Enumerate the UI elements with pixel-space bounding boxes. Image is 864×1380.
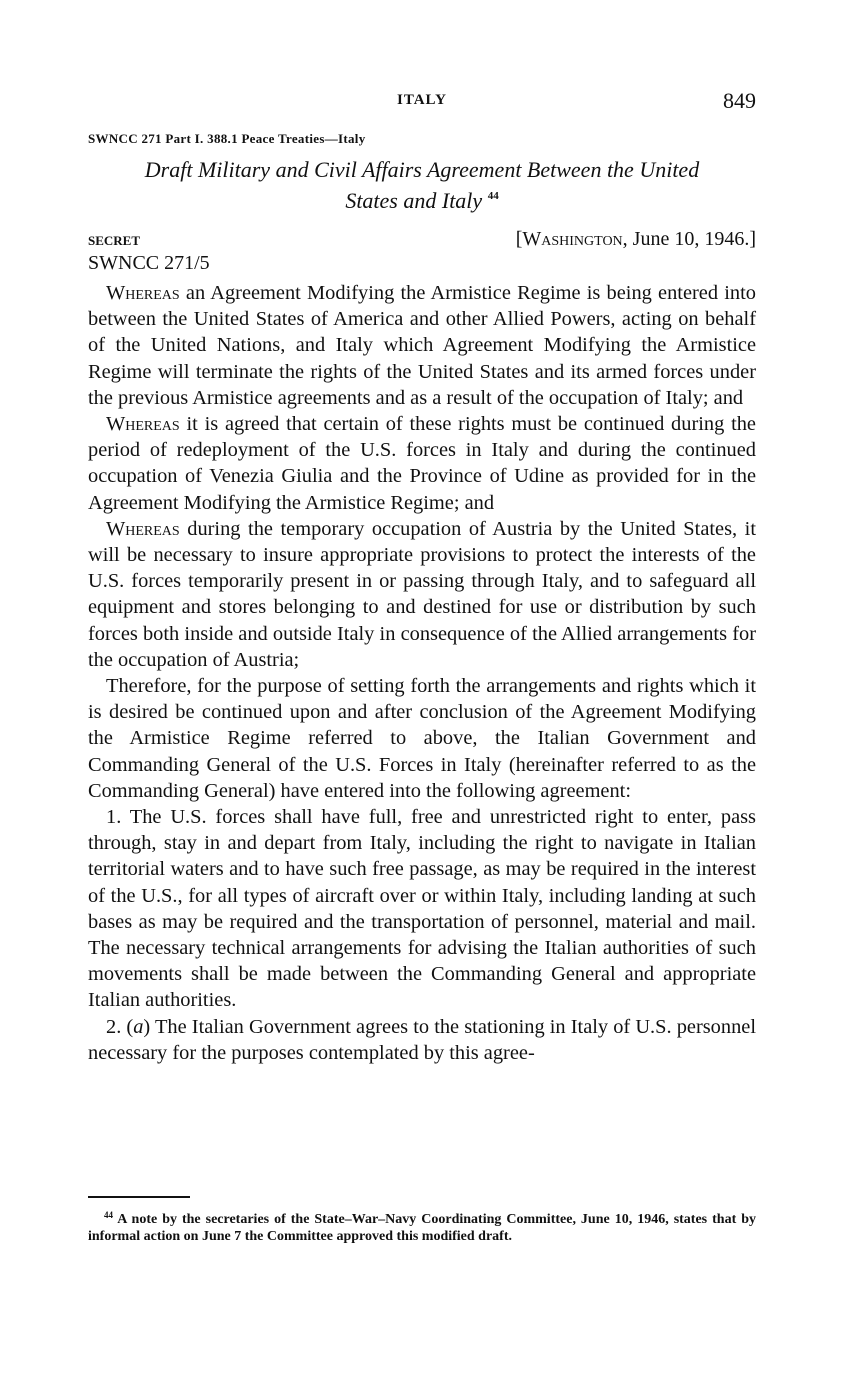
paragraph-therefore xyxy=(88,673,756,804)
footnote-divider xyxy=(88,1196,190,1198)
title-footnote-mark: 44 xyxy=(487,190,499,202)
paragraph-text: it is agreed that certain of these rights must be continued during the period of redeployment of the U.S. forces in Italy and during the continued occupation of Venezia Giulia and the Province of Udine as provided for in the Agreement Modifying the Armistice Regime; and xyxy=(88,413,756,514)
dateline xyxy=(516,228,756,251)
paragraph-whereas-3 xyxy=(88,516,756,673)
page-number: 849 xyxy=(723,88,756,113)
dateline-date: , June 10, 1946.] xyxy=(622,228,756,250)
paragraph-whereas-2 xyxy=(88,411,756,516)
document-number: SWNCC 271/5 xyxy=(88,252,210,274)
paragraph-letter: a xyxy=(133,1015,144,1038)
dateline-bracket: [ xyxy=(515,228,523,250)
classification-label: SECRET xyxy=(88,233,141,248)
running-title: ITALY xyxy=(396,92,448,108)
footnote xyxy=(88,1207,756,1245)
paragraph-lead: Whereas xyxy=(106,413,180,436)
paragraph-whereas-1 xyxy=(88,280,756,411)
paragraph-text: The Italian Government agrees to the stationing in Italy of U.S. personnel necessary for the purposes contemplated by this agree- xyxy=(88,1015,756,1064)
paragraph-number: 2. ( xyxy=(106,1015,134,1038)
file-reference: SWNCC 271 Part I. 388.1 Peace Treaties—Italy xyxy=(88,131,366,146)
footnote-text: A note by the secretaries of the State–War–Navy Coordinating Committee, June 10, 1946, states that by informal action on June 7 the Committee approved this modified draft. xyxy=(88,1212,756,1244)
paragraph-number-close: ) xyxy=(143,1015,151,1038)
paragraph-text: Therefore, for the purpose of setting forth the arrangements and rights which it is desired be continued upon and after conclusion of the Agreement Modifying the Armistice Regime referred to above, the Italian Government and Commanding General of the U.S. Forces in Italy (hereinafter referred to as the Commanding General) have entered into the following agreement: xyxy=(88,675,756,802)
paragraph-2a xyxy=(88,1014,756,1066)
dateline-place: Washington xyxy=(522,228,623,250)
footnote-mark: 44 xyxy=(104,1210,113,1220)
paragraph-lead: Whereas xyxy=(106,517,180,540)
running-header xyxy=(88,88,756,114)
title-line-1: Draft Military and Civil Affairs Agreement Between the United xyxy=(144,157,700,182)
paragraph-1 xyxy=(88,804,756,1014)
document-title xyxy=(88,157,756,214)
paragraph-text: 1. The U.S. forces shall have full, free and unrestricted right to enter, pass through, stay in and depart from Italy, including the right to navigate in Italian territorial waters and to have such free passage, as may be required in the interest of the U.S., for all types of aircraft over or within Italy, including landing at such bases as may be required and the transportation of personnel, material and mail. The necessary technical arrangements for advising the Italian authorities of such movements shall be made between the Commanding General and appropriate Italian authorities. xyxy=(88,806,756,1012)
title-line-2 xyxy=(88,183,756,214)
title-line-2-text: States and Italy xyxy=(345,188,483,213)
paragraph-lead: Whereas xyxy=(106,282,180,304)
body-text xyxy=(88,280,756,1066)
paragraph-text: during the temporary occupation of Austria by the United States, it will be necessary to insure appropriate provisions to protect the interests of the U.S. forces temporarily present in or passing through Italy, and to safeguard all equipment and stores belonging to and destined for use or distribution by such forces both inside and outside Italy in consequence of the Allied arrangements for the occupation of Austria; xyxy=(88,517,756,671)
paragraph-text: an Agreement Modifying the Armistice Regime is being entered into between the United States of America and other Allied Powers, acting on behalf of the United Nations, and Italy which Agreement Modifying the Armistice Regime will terminate the rights of the United States and its armed forces under the previous Armistice agreements and as a result of the occupation of Italy; and xyxy=(88,282,756,409)
